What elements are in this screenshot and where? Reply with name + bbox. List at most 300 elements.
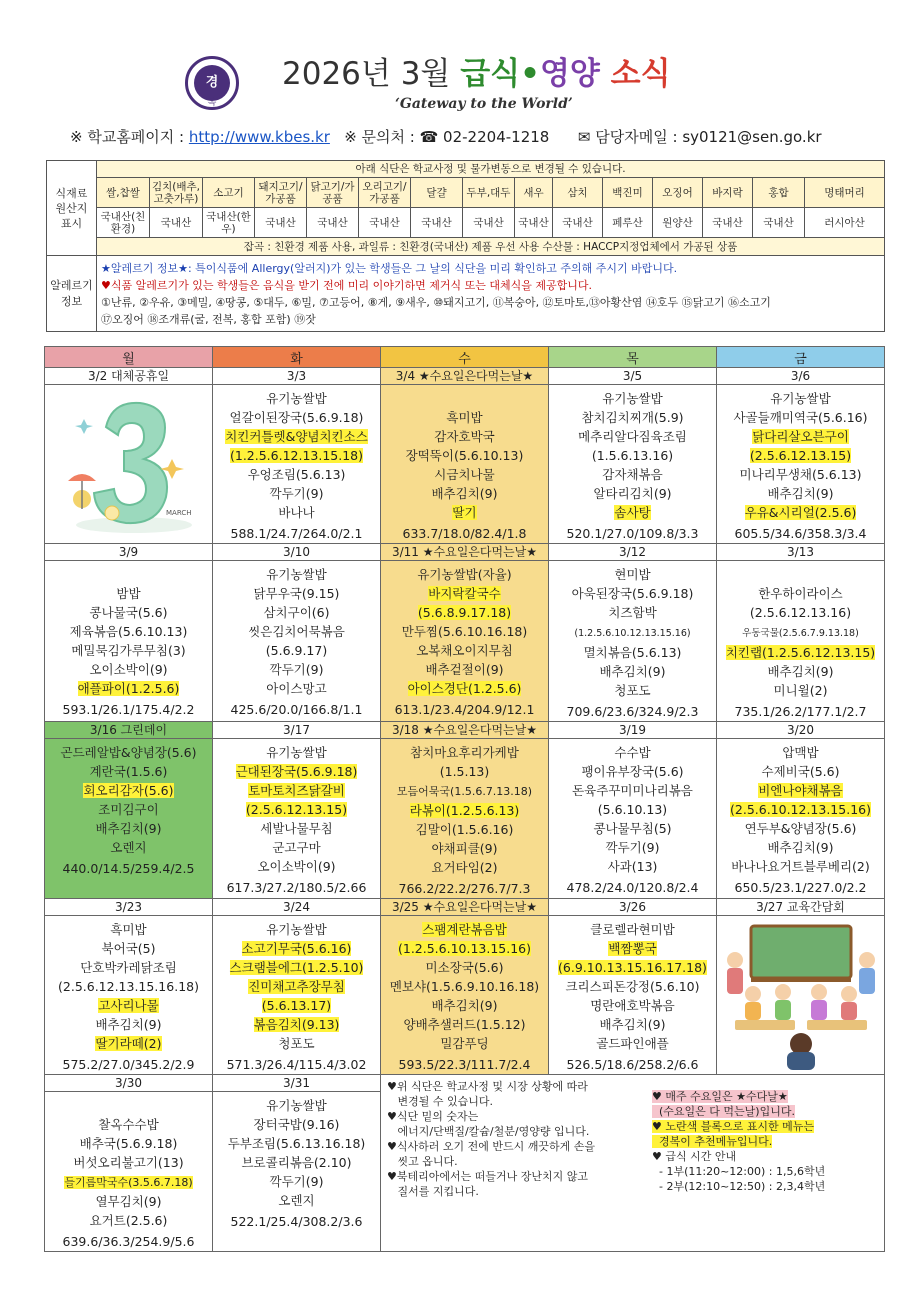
menu-item-text: (2.5.6.12.13.16): [749, 605, 852, 620]
menu-item: [717, 427, 884, 446]
menu-item: [213, 996, 380, 1015]
menu-date: [45, 544, 213, 561]
menu-cell: [213, 739, 381, 899]
menu-item: [381, 503, 548, 522]
menu-item: [45, 819, 212, 838]
menu-item-text: 삼치구이(6): [263, 605, 330, 620]
menu-item: [45, 1153, 212, 1172]
week-date-row: [45, 722, 885, 739]
menu-item-text: 두부조림(5.6.13.16.18): [227, 1136, 366, 1151]
menu-item-text: 배추김치(9): [431, 486, 498, 501]
menu-item: [549, 643, 716, 662]
menu-item: [717, 622, 884, 643]
menu-item: [381, 762, 548, 781]
menu-date: [213, 899, 381, 916]
menu-item-text: 유기농쌀밥: [266, 1098, 327, 1113]
menu-item-text: 감자호박국: [434, 429, 495, 444]
note-right-text: ♥ 매주 수요일은 ★수다날★: [652, 1090, 788, 1103]
allergy-row: [47, 256, 885, 332]
note-right-line: [652, 1104, 862, 1119]
menu-cell: [45, 1092, 213, 1252]
menu-item-text: 애플파이(1.2.5.6): [77, 681, 180, 696]
menu-item: [549, 662, 716, 681]
menu-item: [213, 939, 380, 958]
menu-item: [213, 584, 380, 603]
menu-item: [213, 679, 380, 698]
menu-item-text: 스크램블에그(1.2.5.10): [229, 960, 364, 975]
menu-item: [549, 743, 716, 762]
menu-item: [717, 857, 884, 876]
allergy-line-3: ①난류, ②우유, ③메밀, ④땅콩, ⑤대두, ⑥밀, ⑦고등어, ⑧게, ⑨새우, ⑩돼지고기, ⑪복숭아, ⑫토마토,⑬아황산염 ⑭호두 ⑮닭고기 ⑯소고기: [101, 295, 771, 309]
menu-item: [717, 446, 884, 465]
menu-item-text: 650.5/23.1/227.0/2.2: [734, 880, 867, 895]
menu-cell: [549, 916, 717, 1075]
menu-date-text: 3/19: [619, 723, 646, 737]
note-line: 변경될 수 있습니다.: [387, 1095, 493, 1108]
menu-cell: [549, 739, 717, 899]
menu-item: [45, 1192, 212, 1211]
menu-cell: [45, 739, 213, 899]
menu-item-text: 613.1/23.4/204.9/12.1: [394, 702, 535, 717]
classroom-illustration-icon: [721, 920, 881, 1070]
weekday-header-thursday: 목: [549, 347, 717, 368]
menu-item-text: 멘보샤(1.5.6.9.10.16.18): [389, 979, 540, 994]
menu-item-text: 치킨랩(1.2.5.6.12.13.15): [725, 645, 876, 660]
menu-cell: [549, 385, 717, 544]
menu-item: [381, 958, 548, 977]
menu-date: [213, 1075, 381, 1092]
newsletter-header: [0, 0, 920, 160]
menu-item-text: 현미밥: [614, 567, 651, 582]
origin-category: 오리고기/가공품: [359, 178, 411, 208]
menu-item: [549, 389, 716, 408]
menu-item-text: (2.5.6.10.12.13.15.16): [730, 802, 871, 817]
menu-item-text: 들기름막국수(3.5.6.7.18): [64, 1176, 193, 1189]
menu-item: [549, 977, 716, 996]
nutrition-info: [213, 1212, 380, 1231]
logo-mark: 경: [194, 65, 230, 101]
menu-item-text: 유기농쌀밥: [266, 745, 327, 760]
menu-item-text: 478.2/24.0/120.8/2.4: [566, 880, 699, 895]
menu-item-text: 참치김치찌개(5.9): [581, 410, 684, 425]
svg-text:MARCH: MARCH: [165, 509, 191, 517]
menu-item: [549, 762, 716, 781]
school-logo: [185, 56, 239, 110]
notes-left: [387, 1079, 642, 1199]
menu-item: [213, 1015, 380, 1034]
menu-item-text: 열무김치(9): [95, 1194, 162, 1209]
menu-date: [717, 899, 885, 916]
nutrition-info: [213, 1055, 380, 1074]
note-line: 에너지/단백질/칼슘/철분/영양량 입니다.: [387, 1125, 590, 1138]
menu-item: [549, 408, 716, 427]
menu-item-text: 633.7/18.0/82.4/1.8: [402, 526, 527, 541]
origin-category: 쌀,찹쌀: [97, 178, 150, 208]
menu-item-text: 735.1/26.2/177.1/2.7: [734, 704, 867, 719]
menu-item-text: 김말이(1.5.6.16): [415, 822, 514, 837]
contact-line: [70, 126, 822, 147]
menu-item-text: 배추김치(9): [767, 486, 834, 501]
origin-country: 국내산: [307, 208, 359, 238]
menu-item-text: 깍두기(9): [269, 1174, 324, 1189]
menu-item: [213, 762, 380, 781]
origin-category: 백진미: [603, 178, 653, 208]
menu-item-text: 콩나물무침(5): [593, 821, 672, 836]
note-right-line: [652, 1119, 862, 1134]
menu-item: [717, 762, 884, 781]
menu-item-text: 회오리감자(5.6): [83, 783, 174, 798]
menu-item: [549, 565, 716, 584]
origin-country: 국내산: [753, 208, 805, 238]
note-right-text: - 2부(12:10~12:50) : 2,3,4학년: [652, 1180, 826, 1193]
menu-item: [213, 622, 380, 641]
menu-item: [381, 603, 548, 622]
notes-right: [652, 1079, 862, 1199]
menu-date: [45, 722, 213, 739]
menu-item-text: 청포도: [614, 683, 651, 698]
menu-item-text: 깍두기(9): [269, 662, 324, 677]
menu-item-text: 오복채오이지무침: [416, 643, 513, 658]
menu-date-text: 3/27 교육간담회: [756, 900, 845, 914]
menu-item-text: 오이소박이(9): [89, 662, 168, 677]
menu-cell: [213, 916, 381, 1075]
menu-item-text: 우유&시리얼(2.5.6): [744, 505, 857, 520]
menu-item-text: 토마토치즈닭갈비: [248, 783, 345, 798]
menu-item-text: (5.6.9.17): [265, 643, 328, 658]
allergy-side-label: 알레르기 정보: [47, 256, 97, 332]
menu-item-text: 클로렐라현미밥: [590, 922, 675, 937]
menu-item-text: 모듬어묵국(1.5.6.7.13.18): [396, 785, 533, 798]
menu-item: [549, 958, 716, 977]
weekday-header-row: [45, 347, 885, 368]
menu-item-text: 진미채고추장무침: [248, 979, 345, 994]
origin-side-label: 식재료 원산지 표시: [47, 161, 97, 256]
menu-item: [717, 838, 884, 857]
classroom-illustration: [721, 920, 881, 1070]
menu-item: [213, 819, 380, 838]
page-title: [282, 48, 671, 93]
menu-item: [45, 977, 212, 996]
menu-item: [45, 603, 212, 622]
menu-item: [381, 622, 548, 641]
menu-date-text: 3/17: [283, 723, 310, 737]
nutrition-info: [45, 700, 212, 719]
menu-item: [45, 679, 212, 698]
menu-cell: [45, 916, 213, 1075]
origin-allergy-table: [46, 160, 885, 332]
origin-category: 소고기: [203, 178, 255, 208]
note-line: ♥식사하러 오기 전에 반드시 깨끗하게 손을: [387, 1140, 595, 1153]
weekday-header-tuesday: 화: [213, 347, 381, 368]
origin-category: 돼지고기/가공품: [255, 178, 307, 208]
menu-item-text: (5.6.10.13): [597, 802, 668, 817]
origin-country: 국내산: [553, 208, 603, 238]
menu-item: [45, 641, 212, 660]
menu-item-text: 바나나: [278, 505, 315, 520]
note-line: ♥위 식단은 학교사정 및 시장 상황에 따라: [387, 1080, 588, 1093]
menu-item-text: 명란애호박볶음: [590, 998, 675, 1013]
menu-item: [45, 1115, 212, 1134]
menu-item-text: 닭다리살오븐구이: [752, 429, 849, 444]
menu-date-text: 3/13: [787, 545, 814, 559]
menu-item-text: (1.5.6.13.16): [591, 448, 674, 463]
menu-date-text: 3/30: [115, 1076, 142, 1090]
menu-item-text: 유기농쌀밥: [770, 391, 831, 406]
menu-item-text: 유기농쌀밥: [266, 567, 327, 582]
menu-item: [45, 958, 212, 977]
menu-item: [213, 427, 380, 446]
menu-date: [381, 722, 549, 739]
origin-country: 원양산: [653, 208, 703, 238]
week-date-row: [45, 368, 885, 385]
note-right-line: [652, 1179, 862, 1194]
menu-item-text: 유기농쌀밥(자율): [417, 567, 512, 582]
nutrition-info: [381, 524, 548, 543]
menu-item: [381, 408, 548, 427]
menu-item: [549, 996, 716, 1015]
nutrition-info: [45, 1232, 212, 1251]
menu-item: [381, 584, 548, 603]
menu-item: [717, 389, 884, 408]
menu-item-text: 버섯오리불고기(13): [73, 1155, 184, 1170]
week-menu-row: [45, 385, 885, 544]
menu-item-text: 라볶이(1.2.5.6.13): [409, 803, 520, 818]
menu-item-text: 수제비국(5.6): [761, 764, 840, 779]
menu-cell: [381, 561, 549, 722]
nutrition-info: [717, 524, 884, 543]
weekday-header-friday: 금: [717, 347, 885, 368]
menu-date-text: 3/20: [787, 723, 814, 737]
menu-cell: [381, 916, 549, 1075]
menu-item: [45, 1096, 212, 1115]
menu-item-text: 오이소박이(9): [257, 859, 336, 874]
notes-wrap: [387, 1079, 878, 1199]
menu-date-text: 3/16 그린데이: [89, 723, 168, 737]
menu-item: [717, 603, 884, 622]
week-date-row: [45, 899, 885, 916]
menu-date: [717, 368, 885, 385]
menu-item: [381, 920, 548, 939]
menu-item: [45, 743, 212, 762]
menu-item-text: 돈육주꾸미미나리볶음: [572, 783, 693, 798]
menu-item-text: 사골들깨미역국(5.6.16): [733, 410, 868, 425]
menu-item: [381, 641, 548, 660]
menu-item: [45, 800, 212, 819]
menu-item: [717, 781, 884, 800]
menu-item-text: 미니윌(2): [773, 683, 828, 698]
menu-item-text: 딸기: [452, 505, 477, 520]
menu-item-text: 군고구마: [272, 840, 321, 855]
origin-country: 국내산(친환경): [97, 208, 150, 238]
notes-panel: [381, 1075, 885, 1252]
menu-item-text: 압맥밥: [782, 745, 819, 760]
menu-item: [45, 1211, 212, 1230]
menu-item-text: 깍두기(9): [605, 840, 660, 855]
menu-item-text: 미소장국(5.6): [425, 960, 504, 975]
menu-item: [381, 465, 548, 484]
menu-item-text: 588.1/24.7/264.0/2.1: [230, 526, 363, 541]
menu-item-text: 알타리김치(9): [593, 486, 672, 501]
menu-item: [45, 762, 212, 781]
menu-cell: [213, 561, 381, 722]
menu-date: [549, 722, 717, 739]
menu-item: [381, 1015, 548, 1034]
menu-item-text: 흑미밥: [110, 922, 147, 937]
menu-item: [213, 781, 380, 800]
menu-item: [549, 1015, 716, 1034]
menu-item-text: 바나나요거트블루베리(2): [731, 859, 870, 874]
allergy-line-4: ⑰오징어 ⑱조개류(굴, 전복, 홍합 포함) ⑲잣: [101, 312, 316, 326]
menu-item: [213, 603, 380, 622]
menu-date: [717, 722, 885, 739]
menu-item-text: 곤드레알밥&양념장(5.6): [60, 745, 197, 760]
origin-country: 국내산(한우): [203, 208, 255, 238]
menu-item: [213, 977, 380, 996]
menu-date: [213, 544, 381, 561]
menu-item-text: 아이스경단(1.2.5.6): [407, 681, 522, 696]
menu-item: [381, 565, 548, 584]
menu-item-text: 메밀묵김가루무침(3): [71, 643, 186, 658]
menu-item: [717, 643, 884, 662]
note-right-text: (수요일은 다 먹는날)입니다.: [652, 1105, 795, 1118]
menu-item-text: 오렌지: [278, 1193, 315, 1208]
origin-category: 닭고기/가공품: [307, 178, 359, 208]
menu-item: [213, 446, 380, 465]
week-menu-row: [45, 916, 885, 1075]
menu-date-text: 3/3: [286, 369, 307, 383]
menu-date-text: 3/12: [619, 545, 646, 559]
menu-item: [381, 484, 548, 503]
menu-item-text: 우엉조림(5.6.13): [247, 467, 346, 482]
nutrition-info: [45, 1055, 212, 1074]
menu-item: [717, 681, 884, 700]
menu-item: [45, 1134, 212, 1153]
note-right-line: [652, 1164, 862, 1179]
menu-item: [45, 838, 212, 857]
menu-item-text: 우동국물(2.5.6.7.9.13.18): [742, 628, 859, 639]
menu-item-text: 북어국(5): [101, 941, 156, 956]
menu-item: [45, 920, 212, 939]
menu-item-text: 야채피클(9): [431, 841, 498, 856]
origin-country: 국내산: [463, 208, 515, 238]
note-line: 씻고 옵니다.: [387, 1155, 458, 1168]
menu-item: [45, 939, 212, 958]
nutrition-info: [549, 524, 716, 543]
menu-item-text: 장터국밥(9.16): [253, 1117, 340, 1132]
menu-item: [717, 503, 884, 522]
menu-item: [45, 781, 212, 800]
menu-cell: [717, 739, 885, 899]
menu-item-text: 639.6/36.3/254.9/5.6: [62, 1234, 195, 1249]
menu-item: [213, 389, 380, 408]
menu-cell: [45, 561, 213, 722]
menu-item-text: 바지락칼국수: [428, 586, 501, 601]
note-right-text: ♥ 노란색 블록으로 표시한 메뉴는: [652, 1120, 814, 1133]
menu-date-text: 3/5: [622, 369, 643, 383]
origin-category: 오징어: [653, 178, 703, 208]
nutrition-info: [213, 524, 380, 543]
nutrition-info: [549, 878, 716, 897]
menu-date-text: 3/10: [283, 545, 310, 559]
menu-item: [45, 565, 212, 584]
menu-date-text: 3/23: [115, 900, 142, 914]
monthly-menu-table: [44, 346, 885, 1252]
menu-item-text: 만두찜(5.6.10.16.18): [401, 624, 528, 639]
menu-date: [381, 368, 549, 385]
menu-item: [213, 503, 380, 522]
note-line: ♥북테리아에서는 떠들거나 장난치지 않고: [387, 1170, 588, 1183]
note-right-line: [652, 1149, 862, 1164]
menu-item: [549, 603, 716, 622]
menu-item: [381, 660, 548, 679]
menu-date-text: 3/24: [283, 900, 310, 914]
menu-date-text: 3/25 ★수요일은다먹는날★: [391, 900, 537, 914]
origin-category: 새우: [515, 178, 553, 208]
menu-item-text: 유기농쌀밥: [266, 391, 327, 406]
origin-category: 삼치: [553, 178, 603, 208]
menu-item: [213, 565, 380, 584]
menu-cell: [549, 561, 717, 722]
menu-cell: [717, 561, 885, 722]
menu-item-text: 청포도: [278, 1036, 315, 1051]
homepage-label: ※ 학교홈페이지 :: [70, 128, 189, 146]
menu-item: [717, 408, 884, 427]
menu-item-text: 605.5/34.6/358.3/3.4: [734, 526, 867, 541]
menu-item-text: 제육볶음(5.6.10.13): [69, 624, 188, 639]
nutrition-info: [381, 1055, 548, 1074]
march-illustration: [49, 389, 209, 539]
week-date-row: [45, 544, 885, 561]
menu-date: [381, 544, 549, 561]
menu-item-text: 배추김치(9): [767, 664, 834, 679]
menu-item: [549, 857, 716, 876]
menu-item: [213, 1096, 380, 1115]
menu-item-text: 유기농쌀밥: [602, 391, 663, 406]
menu-item-text: 배추김치(9): [95, 1017, 162, 1032]
menu-item: [213, 641, 380, 660]
menu-item-text: 찰옥수수밥: [98, 1117, 159, 1132]
menu-date: [213, 722, 381, 739]
menu-item: [213, 660, 380, 679]
menu-cell: [381, 739, 549, 899]
menu-date: [45, 368, 213, 385]
menu-date-text: 3/4 ★수요일은다먹는날★: [395, 369, 534, 383]
menu-item-text: 딸기라떼(2): [95, 1036, 162, 1051]
menu-item: [381, 977, 548, 996]
menu-item: [549, 1034, 716, 1053]
menu-item-text: 배추겉절이(9): [425, 662, 504, 677]
homepage-link[interactable]: http://www.kbes.kr: [188, 128, 330, 146]
menu-item-text: 팽이유부장국(5.6): [581, 764, 684, 779]
menu-date-text: 3/18 ★수요일은다먹는날★: [391, 723, 537, 737]
menu-item: [213, 920, 380, 939]
allergy-line-2: ♥식품 알레르기가 있는 학생들은 음식을 받기 전에 미리 이야기하면 제거식 또는 대체식을 제공합니다.: [101, 278, 592, 292]
menu-item: [381, 743, 548, 762]
note-right-text: - 1부(11:20~12:00) : 1,5,6학년: [652, 1165, 826, 1178]
menu-item-text: 배추국(5.6.9.18): [79, 1136, 178, 1151]
menu-item-text: 오렌지: [110, 840, 147, 855]
menu-cell: [45, 385, 213, 544]
menu-item-text: (1.2.5.6.12.13.15.18): [229, 448, 363, 463]
title-part-2: 영양: [539, 56, 600, 92]
menu-item-text: 요거타임(2): [431, 860, 498, 875]
menu-item: [213, 484, 380, 503]
menu-item: [381, 820, 548, 839]
menu-item: [549, 427, 716, 446]
note-line: 질서를 지킵니다.: [387, 1185, 479, 1198]
nutrition-info: [213, 700, 380, 719]
menu-item: [381, 781, 548, 801]
